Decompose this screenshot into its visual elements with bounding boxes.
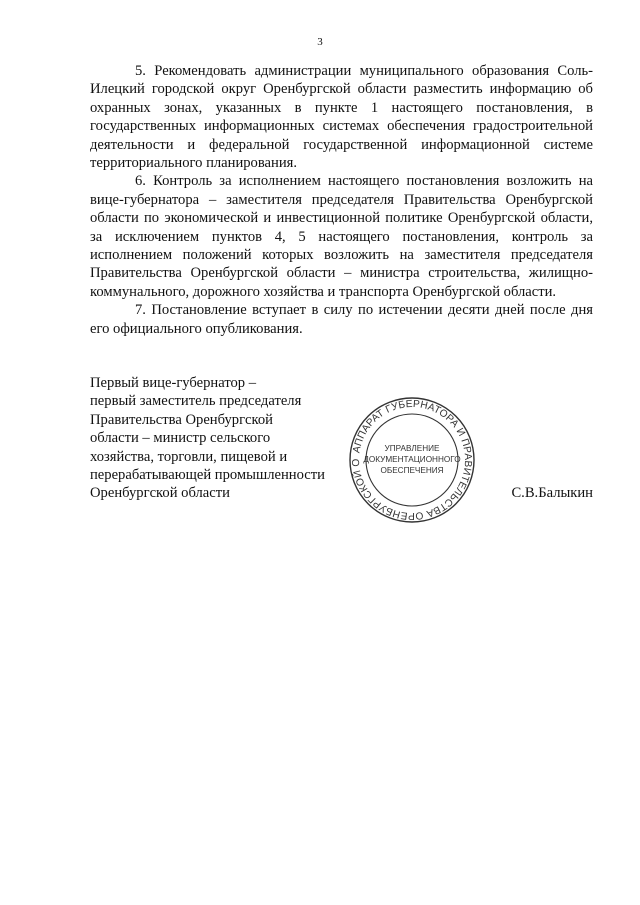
document-body [90,62,593,338]
paragraph-7: 7. Постановление вступает в силу по истечении десяти дней после дня его официального опубликования. [90,302,593,337]
seal-ring-text: АППАРАТ ГУБЕРНАТОРА И ПРАВИТЕЛЬСТВА ОРЕНБУРГСКОЙ О [350,398,474,522]
signature-block [90,374,593,534]
seal-center-line2: ДОКУМЕНТАЦИОННОГО [363,455,461,464]
paragraph-6: 6. Контроль за исполнением настоящего постановления возложить на вице-губернатора – заместителя председателя Правительства Оренбургской области по экономической и инвестиционной политике Оренбургской области, за исключением пунктов 4, 5 настоящего постановления, контроль за исполнением положений которых возложить на заместителя председателя Правительства Оренбургской области – министра строительства, жилищно-коммунального, дорожного хозяйства и транспорта Оренбургской области. [90,173,593,300]
signer-name: С.В.Балыкин [511,485,593,501]
seal-center-line1: УПРАВЛЕНИЕ [384,444,440,453]
page-number: 3 [317,36,323,48]
signer-title: Первый вице-губернатор – первый заместитель председателя Правительства Оренбургской области – министр сельского хозяйства, торговли, пищевой и перерабатывающей промышленности Оренбургской области [90,375,325,502]
seal-graphic [348,396,476,524]
seal-center-line3: ОБЕСПЕЧЕНИЯ [380,466,444,475]
paragraph-5: 5. Рекомендовать администрации муниципального образования Соль-Илецкий городской округ Оренбургской области разместить информацию об охранных зонах, указанных в пункте 1 настоящего постановления, в государственных информационных системах обеспечения градостроительной деятельности и федеральной государственной информационной системе территориального планирования. [90,63,593,172]
official-seal [348,396,476,524]
